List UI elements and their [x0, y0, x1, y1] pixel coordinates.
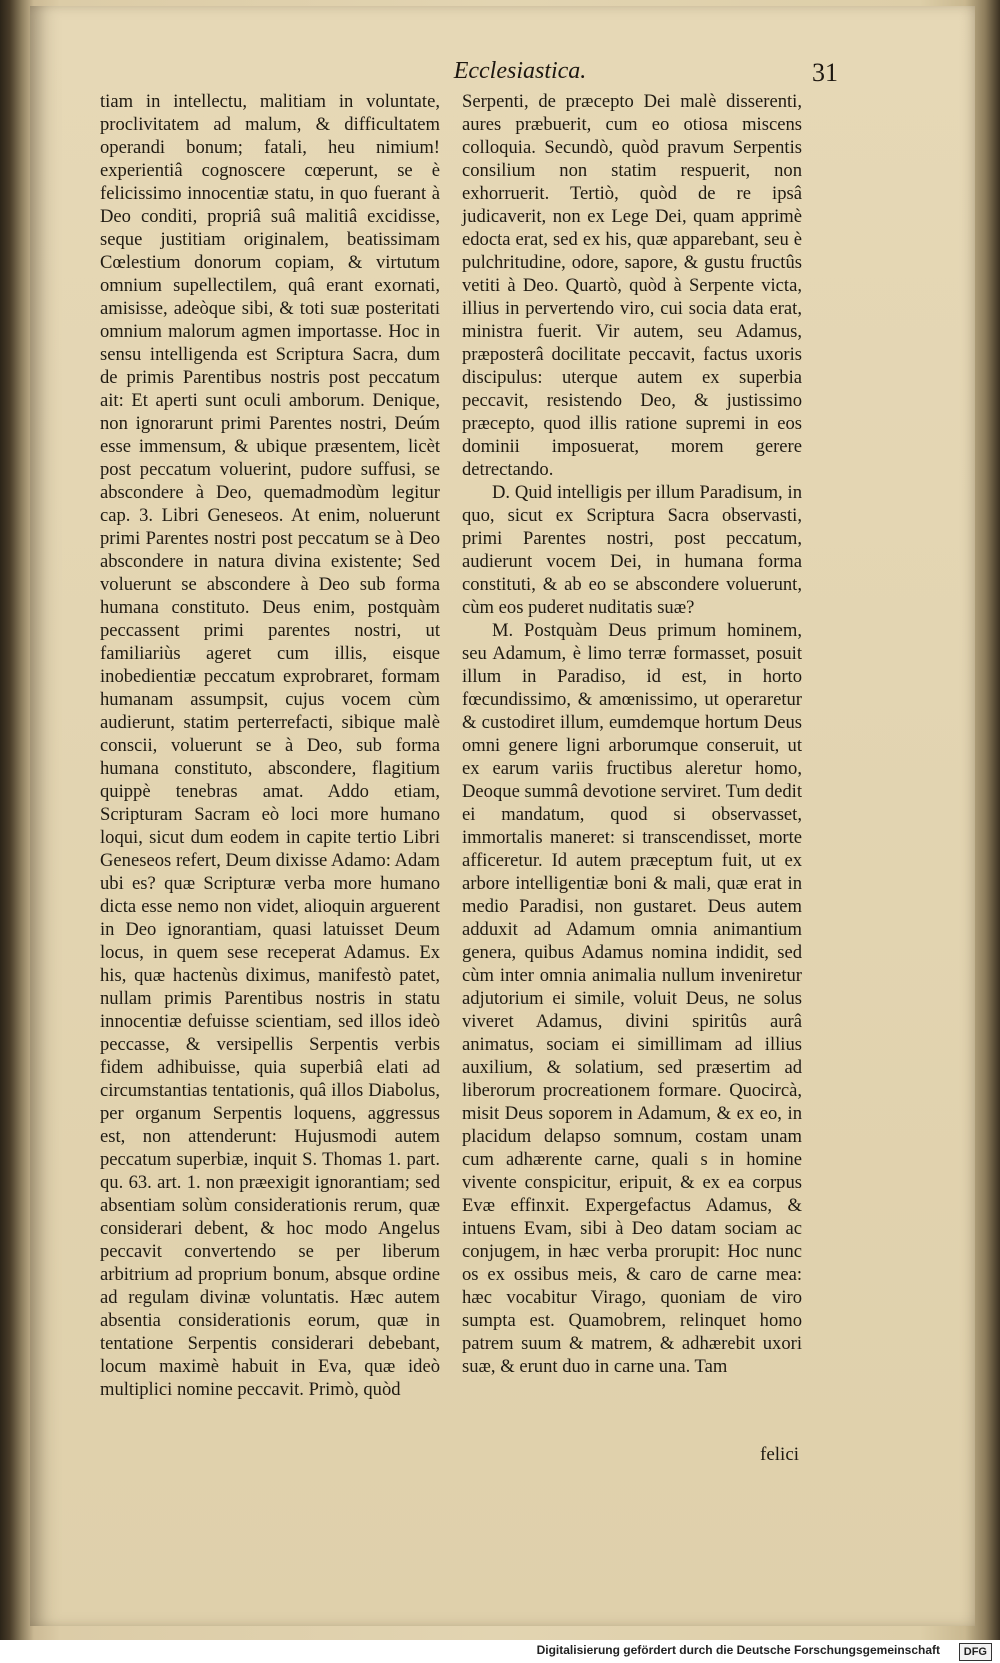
right-text-column [462, 90, 802, 1378]
right-paragraph-1: Serpenti, de præcepto Dei malè disserenti, aures præbuerit, cum eo otiosa miscens colloquia. Secundò, quòd pravum Serpentis consilium non statim respuerit, non exhorruerit. Tertiò, quòd de re ipsâ judicaverit, non ex Lege Dei, quam apprimè edocta erat, sed ex his, quæ apparebant, seu è pulchritudine, odore, sapore, & gustu fructûs vetiti à Deo. Quartò, quòd à Serpente victa, illius in pervertendo viro, cui socia data erat, ministra fuerit. Vir autem, seu Adamus, præposterâ docilitate peccavit, factus uxoris discipulus: uterque autem ex superbia peccavit, resistendo Deo, & justissimo præcepto, quod illis ratione supremi in eos dominii imposuerat, morem gerere detrectando. [462, 91, 802, 480]
footer-bar [0, 1640, 1000, 1663]
right-paragraph-2: D. Quid intelligis per illum Paradisum, in quo, sicut ex Scriptura Sacra observasti, primi Parentes nostri, post peccatum, audierunt vocem Dei, in humana forma constituti, & ab eo se abscondere voluerunt, cùm eos puderet nuditatis suæ? [462, 482, 802, 618]
digitization-credit: Digitalisierung gefördert durch die Deutsche Forschungsgemeinschaft [536, 1643, 940, 1657]
left-column-text: tiam in intellectu, malitiam in voluntate, proclivitatem ad malum, & difficultatem operandi bonum; fatali, heu nimium! experientiâ cognoscere cœperunt, se è felicissimo innocentiæ statu, in quo fuerant à Deo conditi, propriâ suâ malitiâ excidisse, seque justitiam originalem, beatissimam Cœlestium donorum copiam, & virtutum omnium supellectilem, quâ erant exornati, amisisse, adeòque sibi, & toti suæ posteritati omnium malorum agmen importasse. Hoc in sensu intelligenda est Scriptura Sacra, dum de primis Parentibus nostris post peccatum ait: Et aperti sunt oculi amborum. Denique, non ignorarunt primi Parentes nostri, Deúm esse immensum, & ubique præsentem, licèt post peccatum voluerint, pudore suffusi, se abscondere à Deo, quemadmodùm legitur cap. 3. Libri Geneseos. At enim, noluerunt primi Parentes nostri post peccatum se à Deo abscondere in natura divina existente; Sed voluerunt se abscondere à Deo sub forma humana constituto. Deus enim, postquàm peccassent primi parentes nostri, ut familiariùs ageret cum illis, eisque inobedientiæ peccatum exprobraret, formam humanam assumpsit, cujus vocem cùm audierunt, statim perterrefacti, sibique malè conscii, voluerunt se à Deo, sub forma humana constituto, abscondere, flagitium quippè tenebras amat. Addo etiam, Scripturam Sacram eò loci more humano loqui, sicut dum eodem in capite tertio Libri Geneseos refert, Deum dixisse Adamo: Adam ubi es? quæ Scripturæ verba more humano dicta esse nemo non videt, alioquin arguerent in Deo ignorantiam, quasi latuisset Deum locus, in quem sese receperat Adamus. Ex his, quæ hactenùs diximus, manifestò patet, nullam primis Parentibus nostris in statu innocentiæ defuisse scientiam, sed illos ideò peccasse, & versipellis Serpentis verbis fidem adhibuisse, quia superbiâ elati ad circumstantias tentationis, quâ illos Diabolus, per organum Serpentis loquens, aggressus est, non attenderunt: Hujusmodi autem peccatum superbiæ, inquit S. Thomas 1. part. qu. 63. art. 1. non præexigit ignorantiam; sed absentiam solùm considerationis rerum, quæ considerari debent, & hoc modo Angelus peccavit convertendo se per liberum arbitrium ad proprium bonum, absque ordine ad regulam divinæ voluntatis. Hæc autem absentia considerationis eorum, quæ in tentatione Serpentis considerari debebant, locum maximè habuit in Eva, quæ ideò multiplici nomine peccavit. Primò, quòd [100, 91, 440, 1400]
running-head: Ecclesiastica. [453, 58, 587, 84]
dfg-logo-icon: DFG [959, 1643, 992, 1661]
catchword: felici [760, 1444, 800, 1465]
left-text-column [100, 90, 440, 1401]
page-number: 31 [812, 58, 838, 87]
right-paragraph-3: M. Postquàm Deus primum hominem, seu Adamum, è limo terræ formasset, posuit illum in Paradiso, id est, in horto fœcundissimo, & amœnissimo, ut operaretur & custodiret illum, eumdemque hortum Deus omni genere ligni arborumque conseruit, ut ex earum variis fructibus aleretur homo, Deoque summâ devotione serviret. Tum dedit ei mandatum, quod si observasset, immortalis maneret: si transcendisset, morte afficeretur. Id autem præceptum fuit, ut ex arbore intelligentiæ boni & mali, quæ erat in medio Paradisi, non gustaret. Deus autem adduxit ad Adamum omnia animantium genera, quibus Adamus nomina indidit, sed cùm inter omnia animalia nullum inveniretur adjutorium ei simile, voluit Deus, ne solus viveret Adamus, divini spiritûs aurâ animatus, sociam ei simillimam ad illius auxilium, & solatium, sed præsertim ad liberorum procreationem formare. Quocircà, misit Deus soporem in Adamum, & ex eo, in placidum delapso somnum, costam unam cum adhærente carne, quali s in homine vivente conspicitur, eripuit, & ex ea corpus Evæ effinxit. Expergefactus Adamus, & intuens Evam, sibi à Deo datam sociam ac conjugem, in hæc verba prorupit: Hoc nunc os ex ossibus meis, & caro de carne mea: hæc vocabitur Virago, quoniam de viro sumpta est. Quamobrem, relinquet homo patrem suum & matrem, & adhærebit uxori suæ, & erunt duo in carne una. Tam [462, 620, 802, 1377]
